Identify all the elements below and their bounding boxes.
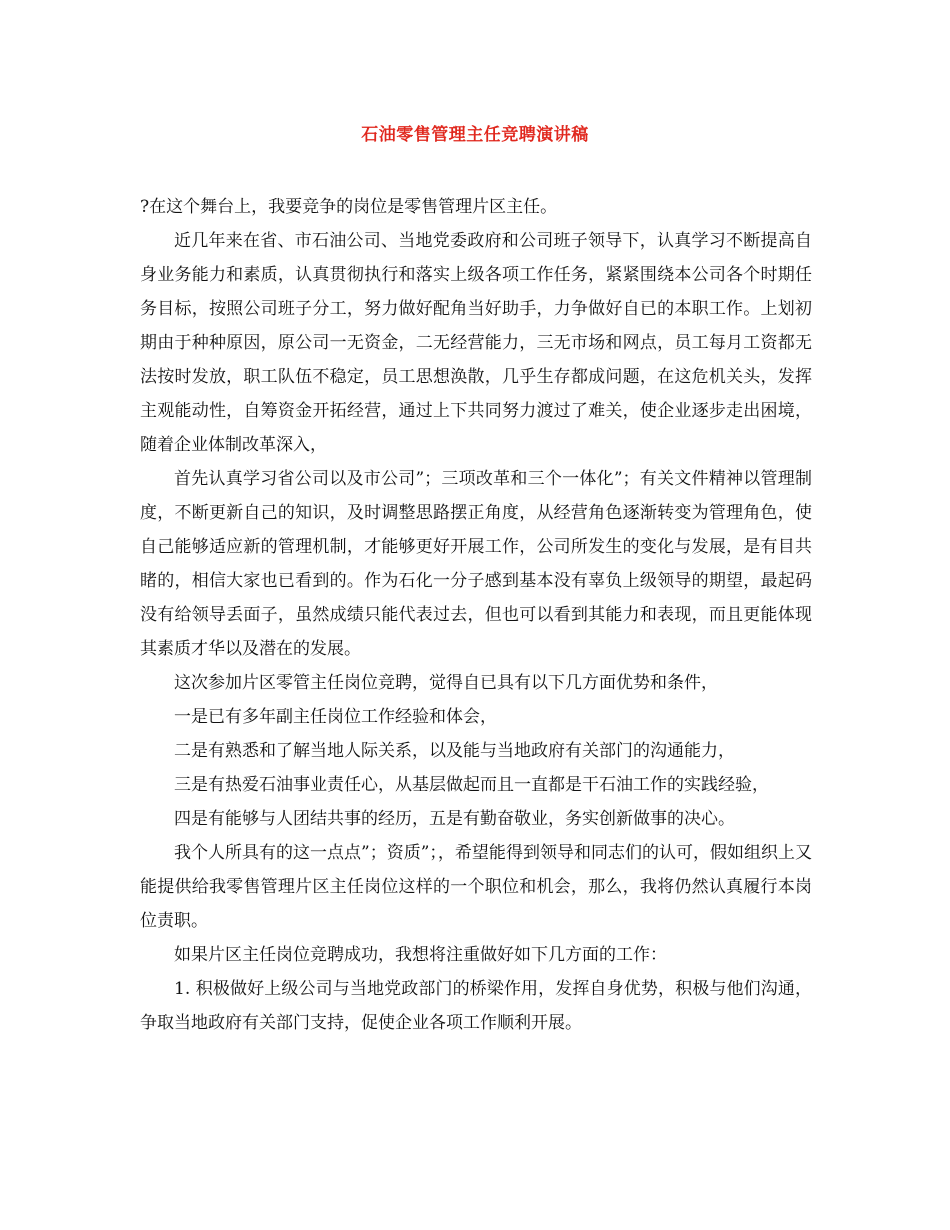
paragraph-advantage-4-5: 四是有能够与人团结共事的经历，五是有勤奋敬业，务实创新做事的决心。 (174, 809, 735, 829)
paragraph-plan-intro: 如果片区主任岗位竞聘成功，我想将注重做好如下几方面的工作： (174, 945, 667, 965)
paragraph-background: 近几年来在省、市石油公司、当地党委政府和公司班子领导下，认真学习不断提高自身业务能力和素质，认真贯彻执行和落实上级各项工作任务，紧紧围绕本公司各个时期任务目标，按照公司班子分工，努力做好配角当好助手，力争做好自已的本职工作。上划初期由于种种原因，原公司一无资金，二无经营能力，三无市场和网点，员工每月工资都无法按时发放，职工队伍不稳定，员工思想涣散，几乎生存都成问题，在这危机关头，发挥主观能动性，自筹资金开拓经营，通过上下共同努力渡过了难关，使企业逐步走出困境，随着企业体制改革深入， (140, 231, 812, 455)
paragraph-advantage-2: 二是有熟悉和了解当地人际关系，以及能与当地政府有关部门的沟通能力， (174, 741, 735, 761)
document-title: 石油零售管理主任竞聘演讲稿 (361, 125, 589, 145)
paragraph-plan-1: 1. 积极做好上级公司与当地党政部门的桥梁作用，发挥自身优势，积极与他们沟通，争取当地政府有关部门支持，促使企业各项工作顺利开展。 (140, 979, 812, 1033)
document-body (140, 190, 812, 1040)
paragraph-advantage-1: 一是已有多年副主任岗位工作经验和体会， (174, 707, 497, 727)
paragraph-qualification: 我个人所具有的这一点点”；资质”；，希望能得到领导和同志们的认可，假如组织上又能提供给我零售管理片区主任岗位这样的一个职位和机会，那么，我将仍然认真履行本岗位责职。 (140, 843, 812, 931)
paragraph-study: 首先认真学习省公司以及市公司”；三项改革和三个一体化”；有关文件精神以管理制度，不断更新自己的知识，及时调整思路摆正角度，从经营角色逐渐转变为管理角色，使自己能够适应新的管理机制，才能够更好开展工作，公司所发生的变化与发展，是有目共睹的，相信大家也已看到的。作为石化一分子感到基本没有辜负上级领导的期望，最起码没有给领导丢面子，虽然成绩只能代表过去，但也可以看到其能力和表现，而且更能体现其素质才华以及潜在的发展。 (140, 469, 812, 659)
paragraph-opening: ?在这个舞台上，我要竞争的岗位是零售管理片区主任。 (140, 197, 558, 217)
paragraph-advantages-intro: 这次参加片区零管主任岗位竞聘，觉得自已具有以下几方面优势和条件， (174, 673, 718, 693)
paragraph-advantage-3: 三是有热爱石油事业责任心，从基层做起而且一直都是干石油工作的实践经验， (174, 775, 769, 795)
